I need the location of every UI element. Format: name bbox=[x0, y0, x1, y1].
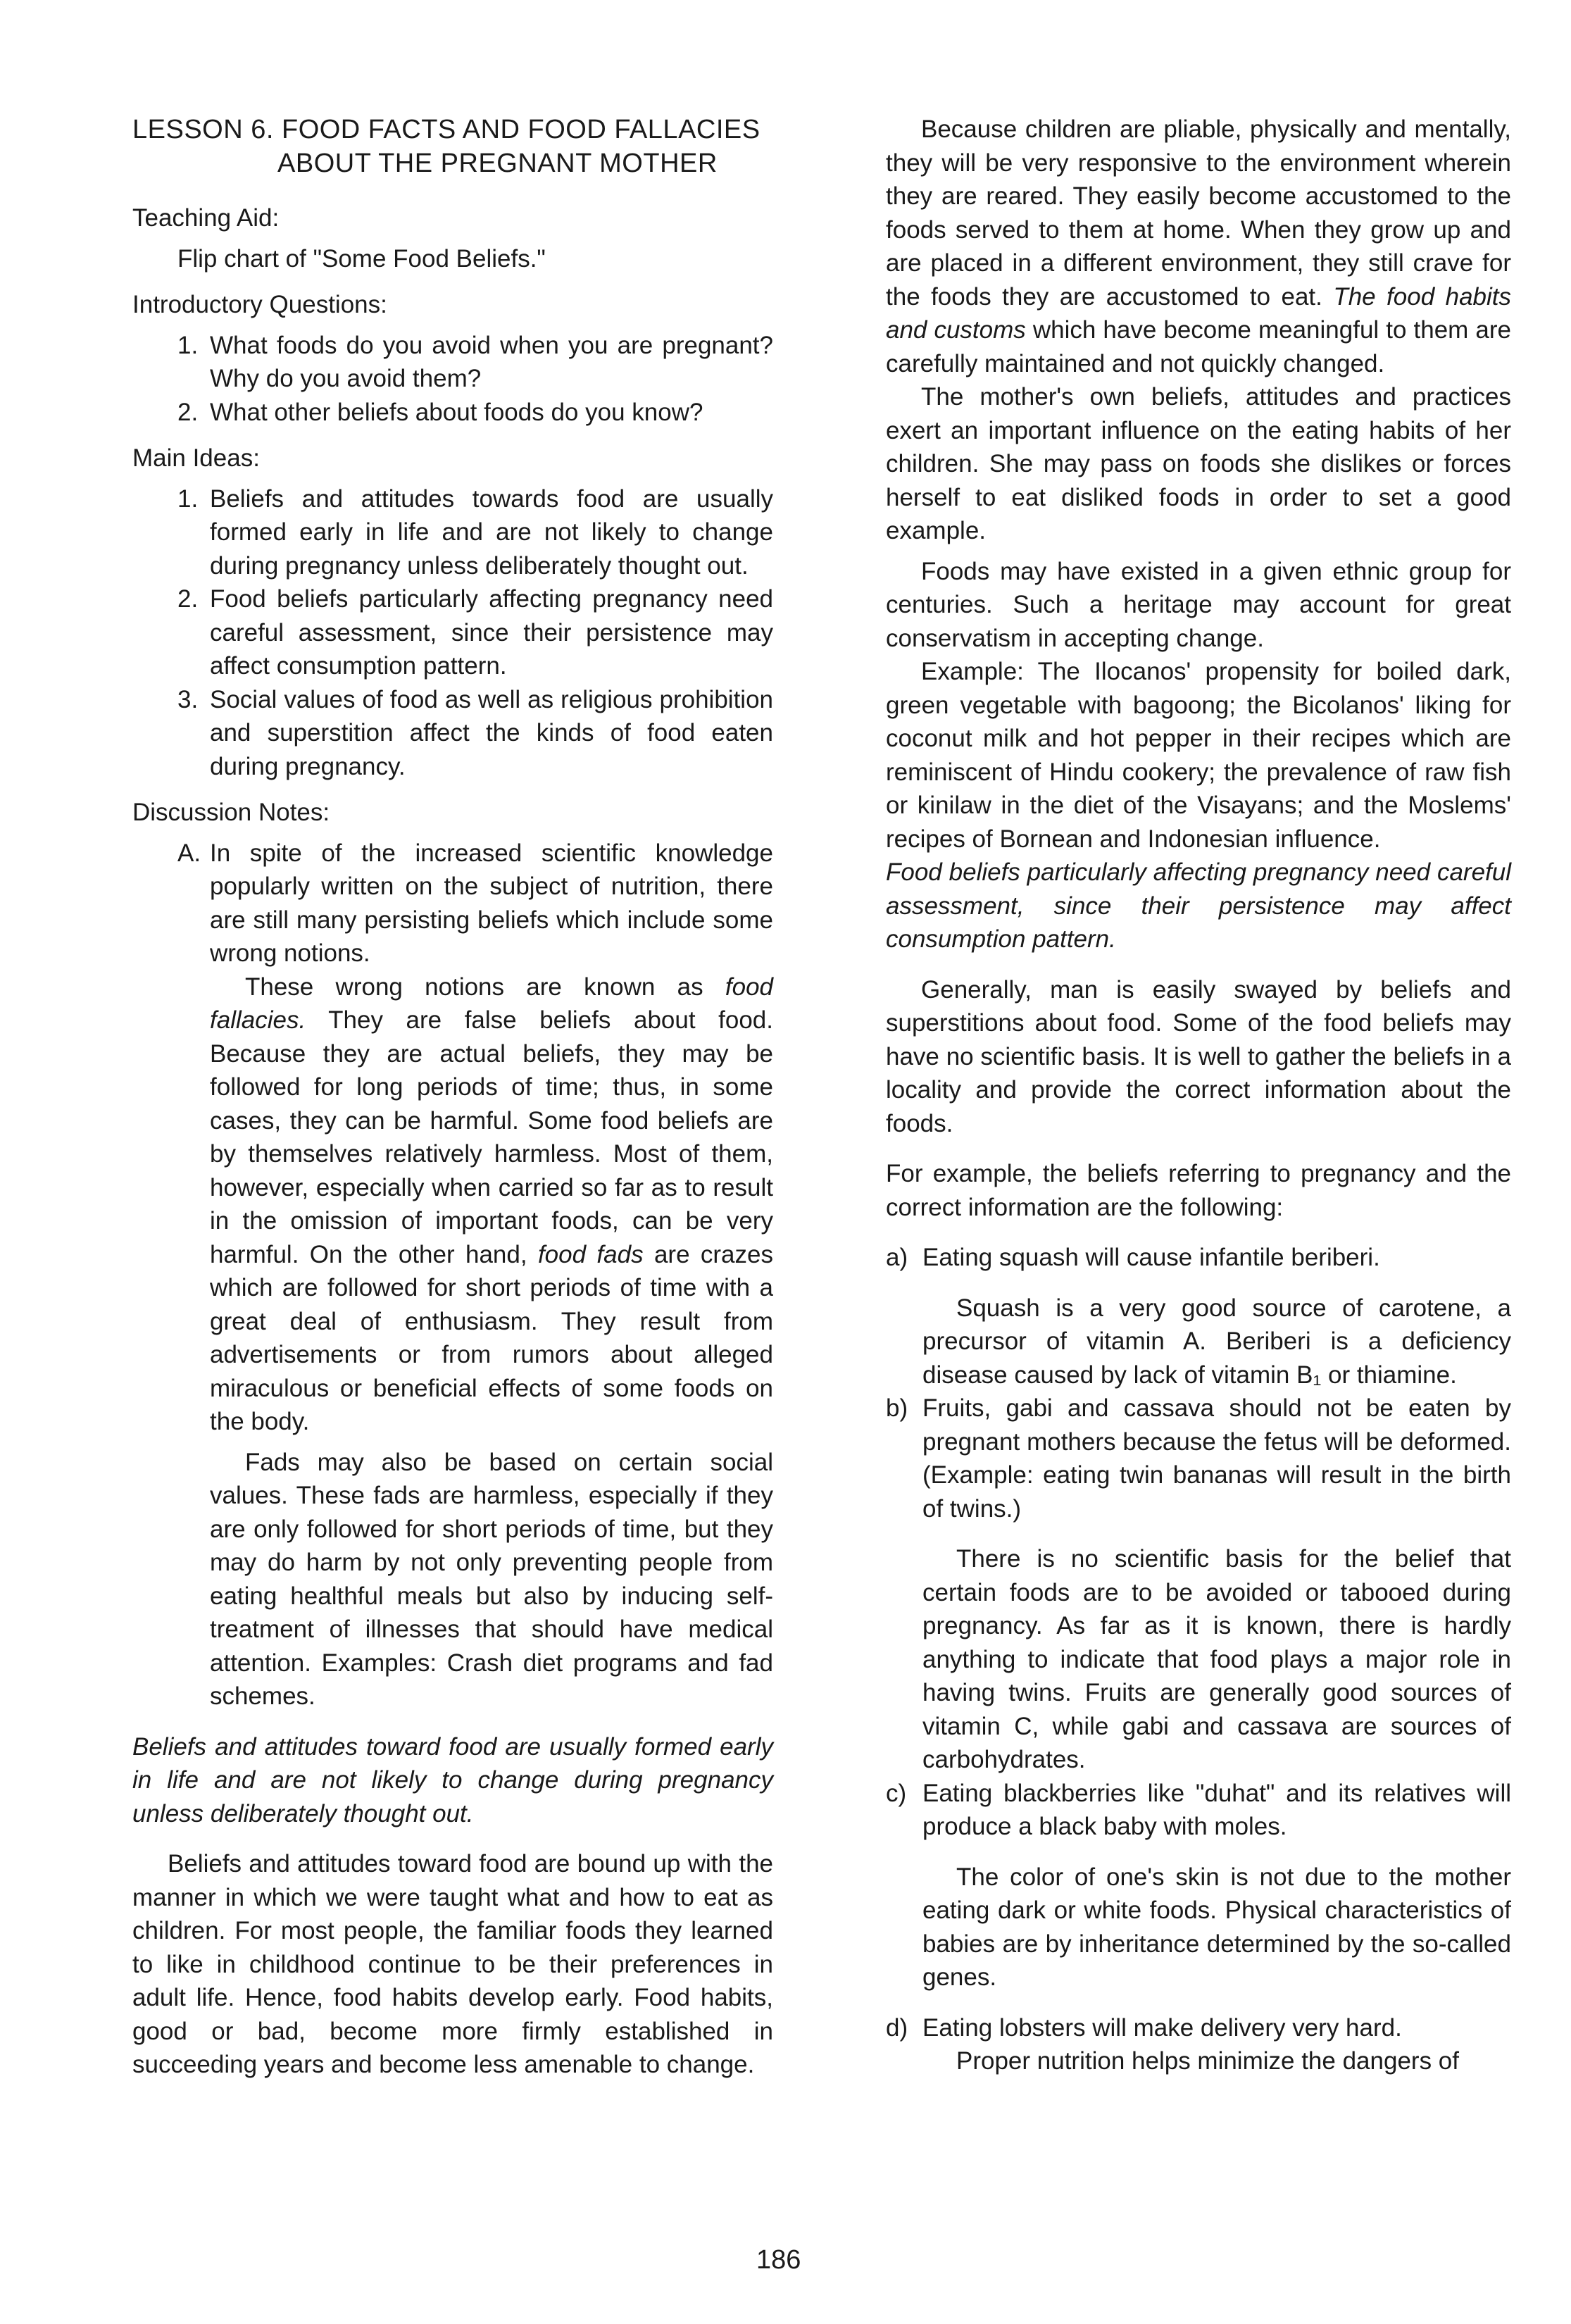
item-text: Fruits, gabi and cassava should not be eaten by pregnant mothers because the fetus will be deformed. (Example: eating twin bananas will result in the birth of twins.) bbox=[922, 1394, 1511, 1523]
discussion-note-a bbox=[132, 837, 773, 1713]
item-text: In spite of the increased scientific knowledge popularly written on the subject of nutrition, there are still many persisting beliefs which include some wrong notions. bbox=[210, 839, 773, 967]
belief-item-c bbox=[886, 1777, 1511, 1844]
item-number: 3. bbox=[177, 685, 199, 713]
food-fads-term: food fads bbox=[537, 1240, 644, 1268]
page-number: 186 bbox=[756, 2245, 801, 2275]
item-label: c) bbox=[886, 1779, 907, 1807]
item-text: Food beliefs particularly affecting pregnancy need careful assessment, since their persistence may affect consumption pattern. bbox=[210, 585, 773, 680]
item-text: What other beliefs about foods do you know? bbox=[210, 398, 703, 426]
list-item bbox=[177, 329, 773, 396]
belief-b-answer: There is no scientific basis for the belief that certain foods are to be avoided or tabooed during pregnancy. As far as it is known, there is hardly anything to indicate that food plays a major role in having twins. Fruits are generally good sources of vitamin C, while gabi and cassava are sources of carbohydrates. bbox=[922, 1545, 1511, 1773]
for-example-paragraph: For example, the beliefs referring to pregnancy and the correct information are the following: bbox=[886, 1160, 1511, 1221]
belief-item-a bbox=[886, 1241, 1511, 1275]
item-text: Social values of food as well as religious prohibition and superstition affect the kinds of food eaten during pregnancy. bbox=[210, 685, 773, 780]
italic-subheading: Food beliefs particularly affecting pregnancy need careful assessment, since their persistence may affect consumption pattern. bbox=[886, 858, 1511, 953]
list-item bbox=[177, 482, 773, 583]
belief-a-answer: Squash is a very good source of carotene, a precursor of vitamin A. Beriberi is a deficiency disease caused by lack of vitamin B₁ or thiamine. bbox=[922, 1294, 1511, 1389]
item-number: 1. bbox=[177, 485, 199, 513]
lesson-title-line-1: LESSON 6. FOOD FACTS AND FOOD FALLACIES bbox=[132, 115, 761, 144]
belief-d-answer: Proper nutrition helps minimize the dangers of bbox=[956, 2047, 1459, 2075]
discussion-notes-heading: Discussion Notes: bbox=[132, 799, 330, 826]
teaching-aid-text: Flip chart of "Some Food Beliefs." bbox=[177, 244, 546, 273]
left-column bbox=[132, 113, 773, 2082]
item-text: Beliefs and attitudes towards food are usually formed early in life and are not likely to change during pregnancy unless deliberately thought out. bbox=[210, 485, 773, 580]
italic-subheading: Beliefs and attitudes toward food are usually formed early in life and are not likely to change during pregnancy unless deliberately thought out. bbox=[132, 1732, 773, 1828]
item-label: a) bbox=[886, 1244, 908, 1271]
lesson-title-line-2: ABOUT THE PREGNANT MOTHER bbox=[277, 149, 718, 178]
item-text: Eating lobsters will make delivery very hard. bbox=[922, 2013, 1402, 2042]
belief-item-d bbox=[886, 2011, 1511, 2045]
item-number: 2. bbox=[177, 398, 199, 426]
item-text: What foods do you avoid when you are pregnant? Why do you avoid them? bbox=[210, 331, 773, 392]
mother-beliefs-paragraph: The mother's own beliefs, attitudes and practices exert an important influence on the eating habits of her children. She may pass on foods she dislikes or forces herself to eat disliked foods in order to set a good example. bbox=[886, 383, 1511, 544]
item-label: A. bbox=[177, 839, 201, 867]
beliefs-paragraph: Beliefs and attitudes toward food are bound up with the manner in which we were taught what and how to eat as children. For most people, the familiar foods they learned to like in childhood continue to be their preferences in adult life. Hence, food habits develop early. Food habits, good or bad, become more firmly established in succeeding years and become less amenable to change. bbox=[132, 1850, 773, 2078]
item-label: d) bbox=[886, 2013, 908, 2042]
item-number: 2. bbox=[177, 585, 199, 613]
children-paragraph: Because children are pliable, physically and mentally, they will be very responsive to the environment wherein they are reared. They easily become accustomed to the foods served to them at home. When they grow up and are placed in a different environment, they still crave for the foods they are accustomed to eat. The food habits and customs which have become meaningful to them are carefully maintained and not quickly changed. bbox=[886, 115, 1512, 377]
item-label: b) bbox=[886, 1394, 908, 1422]
teaching-aid-heading: Teaching Aid: bbox=[132, 204, 280, 232]
example-paragraph: Example: The Ilocanos' propensity for boiled dark, green vegetable with bagoong; the Bicolanos' liking for coconut milk and hot pepper in their recipes which are reminiscent of Hindu cookery; the prevalence of raw fish or kinilaw in the diet of the Visayans; and the Moslems' recipes of Bornean and Indonesian influence. bbox=[886, 658, 1511, 853]
item-text: Eating squash will cause infantile beriberi. bbox=[922, 1244, 1380, 1271]
list-item bbox=[177, 582, 773, 683]
item-text: Eating blackberries like "duhat" and its relatives will produce a black baby with moles. bbox=[922, 1779, 1511, 1840]
item-number: 1. bbox=[177, 331, 199, 359]
food-fallacies-term: food fallacies. bbox=[210, 973, 773, 1034]
superstitions-paragraph: Generally, man is easily swayed by beliefs and superstitions about food. Some of the food beliefs may have no scientific basis. It is well to gather the beliefs in a locality and provide the correct information about the foods. bbox=[886, 975, 1511, 1137]
list-item bbox=[177, 396, 773, 430]
main-ideas-list bbox=[132, 482, 773, 784]
right-column bbox=[886, 113, 1511, 2078]
belief-c-answer: The color of one's skin is not due to the mother eating dark or white foods. Physical characteristics of babies are by inheritance determined by the so-called genes. bbox=[922, 1863, 1511, 1991]
fallacy-paragraph: These wrong notions are known as food fallacies. They are false beliefs about food. Because they are actual beliefs, they may be followed for long periods of time; thus, in some cases, they can be harmful. Some food beliefs are by themselves relatively harmless. Most of them, however, especially when carried so far as to result in the omission of important foods, can be very harmful. On the other hand, food fads are crazes which are followed for short periods of time with a great deal of enthusiasm. They result from advertisements or from rumors about alleged miraculous or beneficial effects of some foods on the body. bbox=[210, 973, 773, 1435]
ethnic-group-paragraph: Foods may have existed in a given ethnic group for centuries. Such a heritage may account for great conservatism in accepting change. bbox=[886, 557, 1511, 652]
introductory-questions-heading: Introductory Questions: bbox=[132, 291, 387, 318]
fads-paragraph: Fads may also be based on certain social values. These fads are harmless, especially if they are only followed for short periods of time, but they may do harm by not only preventing people from eating healthful meals but also by inducing self-treatment of illnesses that should have medical attention. Examples: Crash diet programs and fad schemes. bbox=[210, 1448, 773, 1710]
food-habits-phrase: The food habits and customs bbox=[886, 282, 1512, 344]
list-item bbox=[177, 837, 773, 970]
list-item bbox=[177, 683, 773, 784]
belief-item-b bbox=[886, 1392, 1511, 1525]
introductory-questions-list bbox=[132, 329, 773, 430]
main-ideas-heading: Main Ideas: bbox=[132, 444, 260, 472]
